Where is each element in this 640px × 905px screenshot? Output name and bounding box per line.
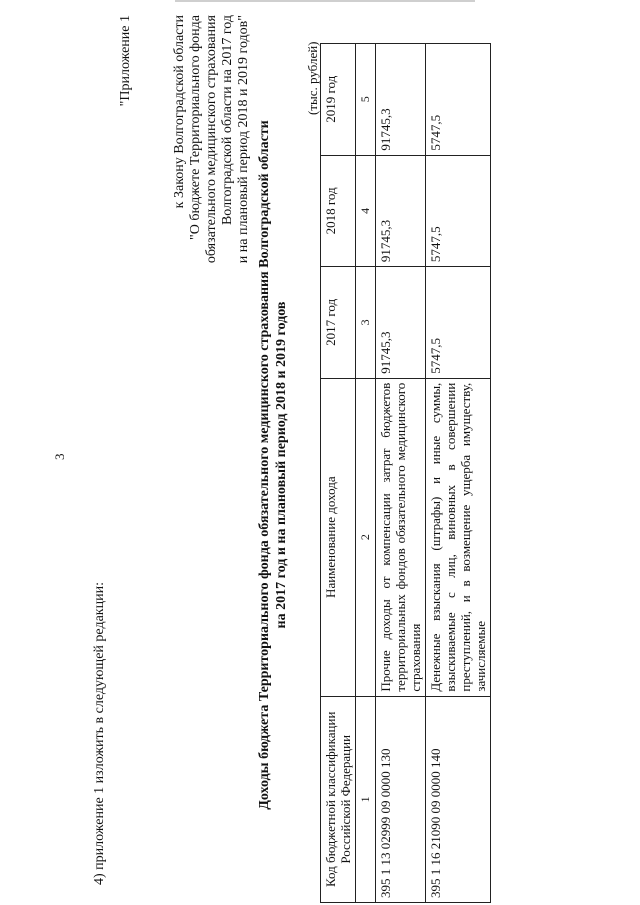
- header-2017: 2017 год: [321, 267, 356, 379]
- title-line: на 2017 год и на плановый период 2018 и 2019 годов: [274, 301, 289, 629]
- revenue-table: [320, 43, 491, 903]
- row-code: 395 1 13 02999 09 0000 130: [376, 696, 426, 902]
- row-value-2019: 5747,5: [426, 44, 491, 156]
- appendix-header: [118, 15, 252, 345]
- appendix-gap: [134, 15, 172, 345]
- row-value-2019: 91745,3: [376, 44, 426, 156]
- intro-text: 4) приложение 1 изложить в следующей редакции:: [92, 582, 107, 885]
- appendix-label: "Приложение 1: [118, 15, 133, 107]
- col-number: 1: [356, 696, 376, 902]
- row-value-2017: 91745,3: [376, 267, 426, 379]
- document-title: [256, 65, 290, 865]
- header-2019: 2019 год: [321, 44, 356, 156]
- row-value-2018: 91745,3: [376, 155, 426, 267]
- header-name: Наименование дохода: [321, 378, 356, 696]
- appendix-line: и на плановый период 2018 и 2019 годов": [236, 15, 251, 264]
- page-number: 3: [52, 453, 67, 460]
- row-code: 395 1 16 21090 09 0000 140: [426, 696, 491, 902]
- appendix-line: обязательного медицинского страхования: [204, 15, 219, 264]
- col-number: 2: [356, 378, 376, 696]
- row-name: Прочие доходы от компенсации затрат бюджетов территориальных фондов обязательного медицинского страхования: [376, 378, 426, 696]
- units-label: (тыс. рублей): [305, 41, 320, 115]
- row-value-2018: 5747,5: [426, 155, 491, 267]
- table-row: [376, 44, 426, 903]
- row-name: Денежные взыскания (штрафы) и иные суммы, взыскиваемые с лиц, виновных в совершении преступлений, и в возмещение ущерба имуществу, зачисляемые: [426, 378, 491, 696]
- col-number: 4: [356, 155, 376, 267]
- table-row: [426, 44, 491, 903]
- appendix-line: к Закону Волгоградской области: [172, 15, 187, 209]
- column-number-row: [356, 44, 376, 903]
- col-number: 5: [356, 44, 376, 156]
- title-line: Доходы бюджета Территориального фонда обязательного медицинского страхования Волгоградской области: [257, 120, 272, 810]
- appendix-line: "О бюджете Территориального фонда: [188, 15, 203, 240]
- col-number: 3: [356, 267, 376, 379]
- table-header-row: [321, 44, 356, 903]
- appendix-line: Волгоградской области на 2017 год: [220, 15, 235, 226]
- row-value-2017: 5747,5: [426, 267, 491, 379]
- header-2018: 2018 год: [321, 155, 356, 267]
- header-code: Код бюджетной классификации Российской Федерации: [321, 696, 356, 902]
